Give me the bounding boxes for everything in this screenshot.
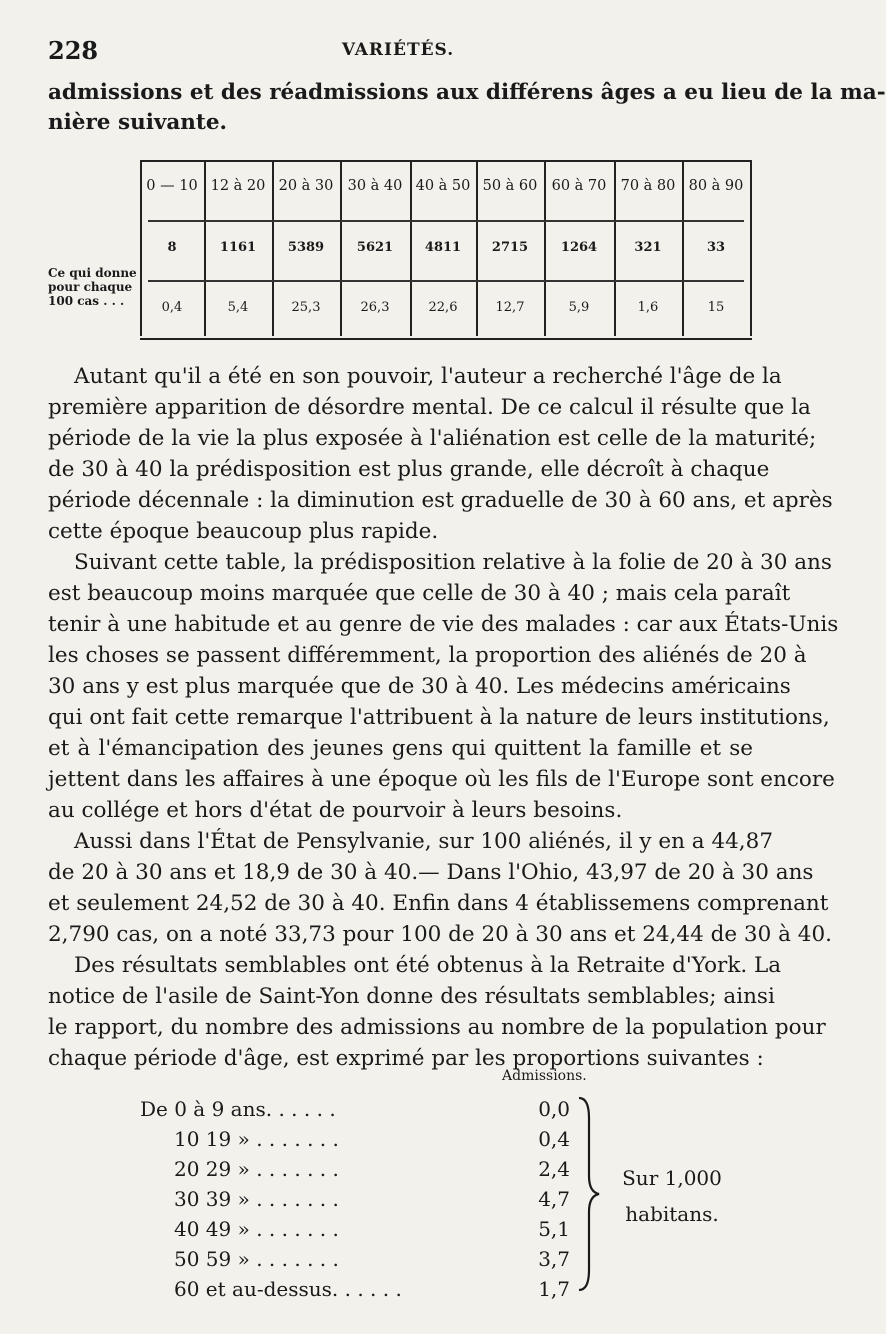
table-header-cell: 80 à 90 <box>688 178 744 194</box>
table-separator <box>148 280 744 282</box>
text-line: le rapport, du nombre des admissions au nombre de la population pour <box>48 1015 826 1040</box>
table-percent-cell: 5,4 <box>227 300 249 315</box>
age-row-value: 5,1 <box>538 1217 570 1241</box>
table-header-cell: 30 à 40 <box>347 178 403 194</box>
text-line: de 30 à 40 la prédisposition est plus grande, elle décroît à chaque <box>48 457 770 482</box>
age-row-label: 40 49 » . . . . . . . <box>174 1217 339 1241</box>
table-percent-cell: 12,7 <box>495 300 525 315</box>
table-header-cell: 60 à 70 <box>551 178 607 194</box>
table-top-rule <box>140 160 752 162</box>
age-table <box>48 148 753 348</box>
running-title: VARIÉTÉS. <box>341 40 455 60</box>
text-line: Suivant cette table, la prédisposition relative à la folie de 20 à 30 ans <box>74 550 832 575</box>
curly-brace-icon <box>573 1094 603 1294</box>
age-row-value: 4,7 <box>538 1187 570 1211</box>
table-percent-cell: 0,4 <box>161 300 183 315</box>
table-percent-cell: 26,3 <box>360 300 390 315</box>
table-percent-cell: 25,3 <box>291 300 321 315</box>
table-count-cell: 5621 <box>356 240 394 255</box>
age-row-value: 2,4 <box>538 1157 570 1181</box>
table-percent-cell: 15 <box>707 300 725 315</box>
table-bottom-rule <box>140 338 752 340</box>
text-line: cette époque beaucoup plus rapide. <box>48 519 439 544</box>
age-row-value: 1,7 <box>538 1277 570 1301</box>
age-row-label: 10 19 » . . . . . . . <box>174 1127 339 1151</box>
table-count-cell: 5389 <box>287 240 325 255</box>
text-line: Autant qu'il a été en son pouvoir, l'auteur a recherché l'âge de la <box>74 364 782 389</box>
text-line: Aussi dans l'État de Pensylvanie, sur 100 aliénés, il y en a 44,87 <box>74 829 773 854</box>
text-line: première apparition de désordre mental. De ce calcul il résulte que la <box>48 395 811 420</box>
table-count-cell: 2715 <box>491 240 529 255</box>
age-row-label: 60 et au-dessus. . . . . . <box>174 1277 402 1301</box>
table-percent-cell: 5,9 <box>568 300 590 315</box>
table-separator <box>148 220 744 222</box>
side-note-line: Sur 1,000 <box>622 1166 722 1190</box>
text-line: 2,790 cas, on a noté 33,73 pour 100 de 20 à 30 ans et 24,44 de 30 à 40. <box>48 922 832 947</box>
age-row-label: 50 59 » . . . . . . . <box>174 1247 339 1271</box>
table-row-label: Ce qui donne pour chaque 100 cas . . . <box>48 266 137 308</box>
table-count-cell: 33 <box>706 240 726 255</box>
table-header-cell: 70 à 80 <box>620 178 676 194</box>
text-line: notice de l'asile de Saint-Yon donne des résultats semblables; ainsi <box>48 984 775 1009</box>
table-header-cell: 20 à 30 <box>278 178 334 194</box>
table-count-cell: 4811 <box>424 240 462 255</box>
text-line: période de la vie la plus exposée à l'aliénation est celle de la maturité; <box>48 426 817 451</box>
text-line: qui ont fait cette remarque l'attribuent à la nature de leurs institutions, <box>48 705 830 730</box>
text-line: de 20 à 30 ans et 18,9 de 30 à 40.— Dans l'Ohio, 43,97 de 20 à 30 ans <box>48 860 814 885</box>
text-line: les choses se passent différemment, la proportion des aliénés de 20 à <box>48 643 807 668</box>
table-header-cell: 40 à 50 <box>415 178 471 194</box>
text-line: tenir à une habitude et au genre de vie des malades : car aux États-Unis <box>48 612 839 637</box>
table-header-cell: 12 à 20 <box>210 178 266 194</box>
side-note-line: habitans. <box>625 1202 719 1226</box>
table-percent-cell: 22,6 <box>428 300 458 315</box>
text-line: période décennale : la diminution est graduelle de 30 à 60 ans, et après <box>48 488 833 513</box>
text-line: et à l'émancipation des jeunes gens qui quittent la famille et se <box>48 736 753 761</box>
text-line: chaque période d'âge, est exprimé par les proportions suivantes : <box>48 1046 764 1071</box>
text-line: 30 ans y est plus marquée que de 30 à 40. Les médecins américains <box>48 674 791 699</box>
table-count-cell: 8 <box>167 240 177 255</box>
age-row-value: 3,7 <box>538 1247 570 1271</box>
page-header <box>48 36 748 66</box>
text-line: nière suivante. <box>48 110 228 135</box>
age-row-label: 30 39 » . . . . . . . <box>174 1187 339 1211</box>
text-line: au collége et hors d'état de pourvoir à leurs besoins. <box>48 798 623 823</box>
table-header-cell: 0 — 10 <box>146 178 198 194</box>
col-rule <box>750 160 752 336</box>
table-percent-cell: 1,6 <box>637 300 659 315</box>
table-header-cell: 50 à 60 <box>482 178 538 194</box>
text-line: jettent dans les affaires à une époque où les fils de l'Europe sont encore <box>48 767 835 792</box>
text-line: et seulement 24,52 de 30 à 40. Enfin dans 4 établissemens comprenant <box>48 891 829 916</box>
age-row-value: 0,0 <box>538 1097 570 1121</box>
page-number: 228 <box>48 36 99 65</box>
table-count-cell: 1264 <box>560 240 598 255</box>
age-row-label: 20 29 » . . . . . . . <box>174 1157 339 1181</box>
table-count-cell: 1161 <box>219 240 257 255</box>
text-line: est beaucoup moins marquée que celle de 30 à 40 ; mais cela paraît <box>48 581 791 606</box>
age-row-label: De 0 à 9 ans. . . . . . <box>140 1097 336 1121</box>
text-line: admissions et des réadmissions aux différens âges a eu lieu de la ma- <box>48 80 886 105</box>
admissions-label: Admissions. <box>502 1068 587 1084</box>
table-count-cell: 321 <box>634 240 662 255</box>
age-row-value: 0,4 <box>538 1127 570 1151</box>
text-line: Des résultats semblables ont été obtenus à la Retraite d'York. La <box>74 953 782 978</box>
